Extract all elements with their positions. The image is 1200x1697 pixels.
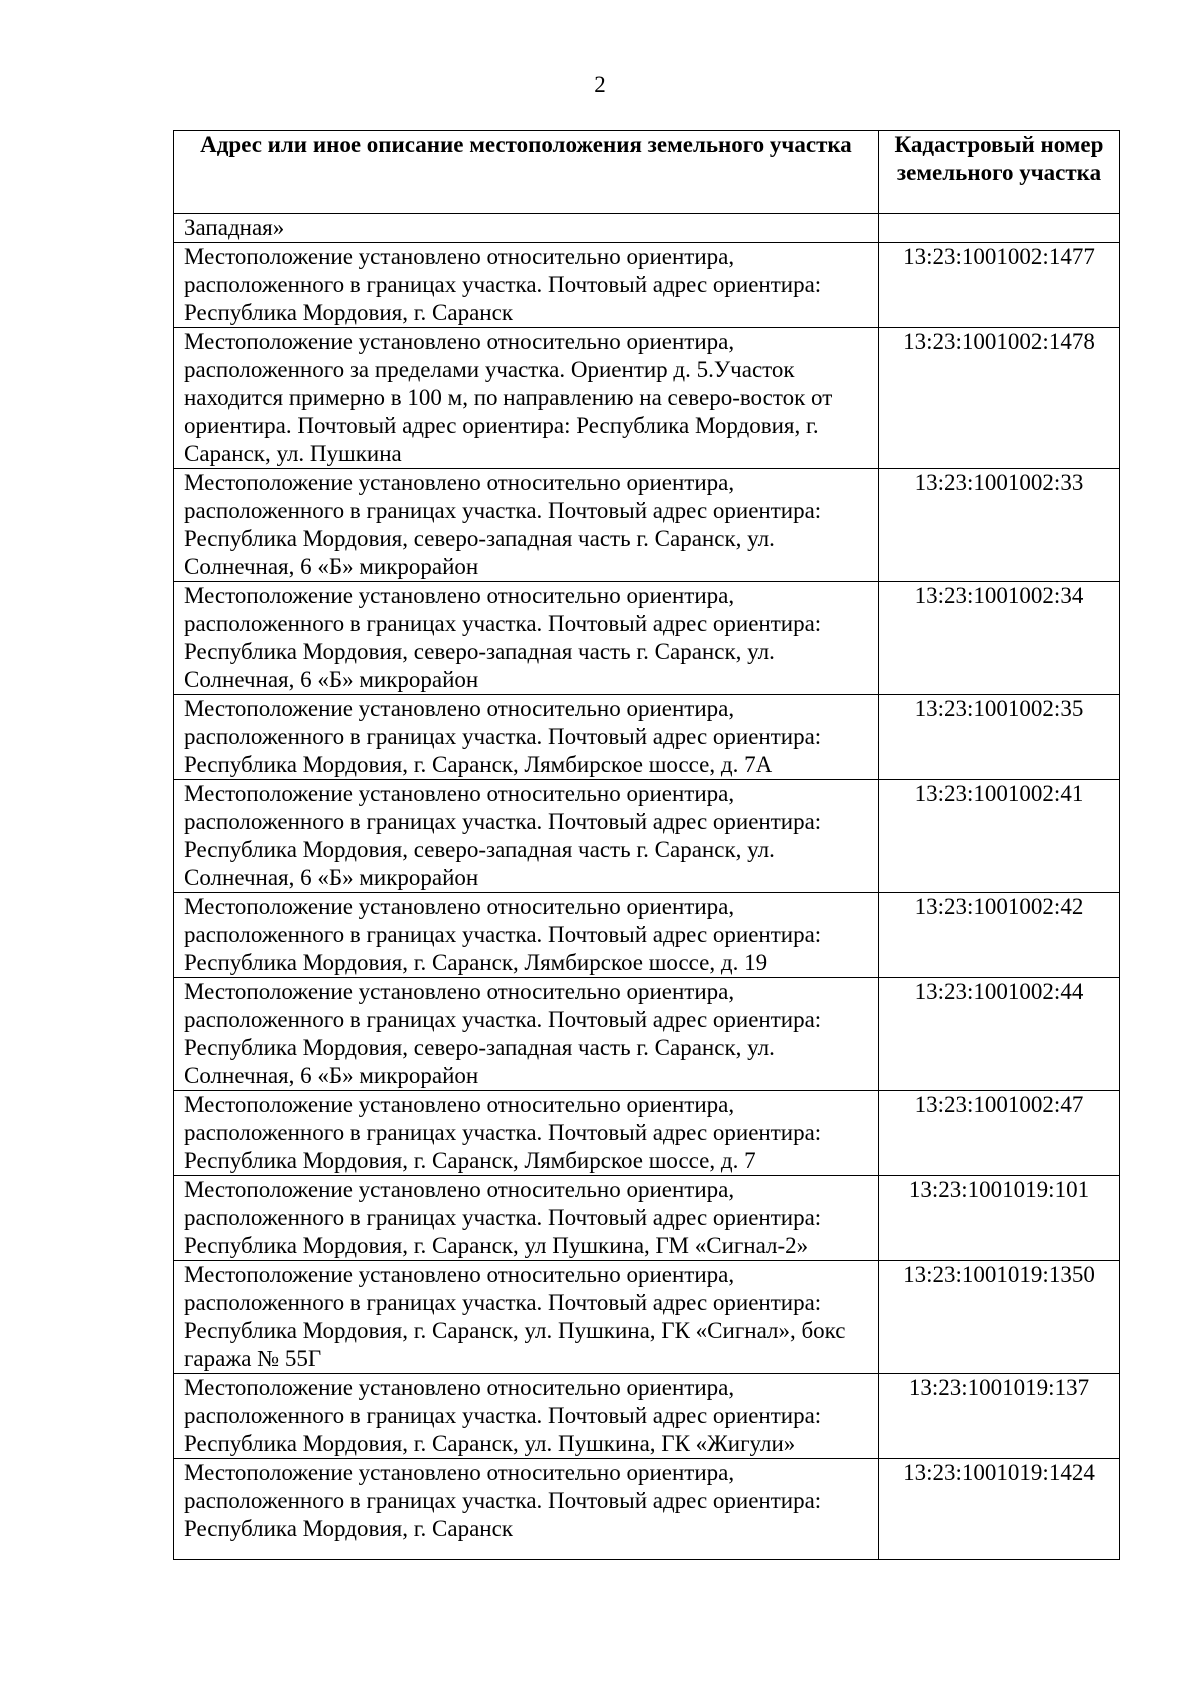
address-cell: Местоположение установлено относительно ориентира, расположенного в границах участка. Почтовый адрес ориентира: Республика Мордовия, г. Саранск bbox=[174, 243, 879, 328]
address-cell: Местоположение установлено относительно ориентира, расположенного в границах участка. Почтовый адрес ориентира: Республика Мордовия, г. Саранск, ул Пушкина, ГМ «Сигнал-2» bbox=[174, 1176, 879, 1261]
address-cell: Местоположение установлено относительно ориентира, расположенного в границах участка. Почтовый адрес ориентира: Республика Мордовия, г. Саранск, Лямбирское шоссе, д. 19 bbox=[174, 893, 879, 978]
address-cell: Местоположение установлено относительно ориентира, расположенного в границах участка. Почтовый адрес ориентира: Республика Мордовия, г. Саранск bbox=[174, 1459, 879, 1560]
address-cell: Местоположение установлено относительно ориентира, расположенного в границах участка. Почтовый адрес ориентира: Республика Мордовия, северо-западная часть г. Саранск, ул. Солнечная, 6 «Б» микрорайон bbox=[174, 780, 879, 893]
cadastral-number-cell: 13:23:1001002:33 bbox=[879, 469, 1120, 582]
table-row bbox=[174, 893, 1120, 978]
cadastral-number-cell: 13:23:1001002:1477 bbox=[879, 243, 1120, 328]
address-cell: Местоположение установлено относительно ориентира, расположенного за пределами участка. Ориентир д. 5.Участок находится примерно в 100 м, по направлению на северо-восток от ориентира. Почтовый адрес ориентира: Республика Мордовия, г. Саранск, ул. Пушкина bbox=[174, 328, 879, 469]
table-row bbox=[174, 1459, 1120, 1560]
cadastral-number-cell: 13:23:1001019:101 bbox=[879, 1176, 1120, 1261]
cadastral-number-cell bbox=[879, 214, 1120, 243]
table-row bbox=[174, 695, 1120, 780]
table-row bbox=[174, 1091, 1120, 1176]
table-header-row bbox=[174, 131, 1120, 214]
page-number: 2 bbox=[594, 72, 606, 97]
table-row bbox=[174, 978, 1120, 1091]
table-row bbox=[174, 214, 1120, 243]
table-row bbox=[174, 243, 1120, 328]
table-row bbox=[174, 582, 1120, 695]
address-cell: Местоположение установлено относительно ориентира, расположенного в границах участка. Почтовый адрес ориентира: Республика Мордовия, г. Саранск, ул. Пушкина, ГК «Жигули» bbox=[174, 1374, 879, 1459]
cadastral-number-cell: 13:23:1001002:47 bbox=[879, 1091, 1120, 1176]
cadastral-number-cell: 13:23:1001002:34 bbox=[879, 582, 1120, 695]
cadastral-number-cell: 13:23:1001002:42 bbox=[879, 893, 1120, 978]
cadastral-column-header: Кадастровый номер земельного участка bbox=[879, 131, 1120, 214]
table-row bbox=[174, 780, 1120, 893]
address-cell: Западная» bbox=[174, 214, 879, 243]
address-cell: Местоположение установлено относительно ориентира, расположенного в границах участка. Почтовый адрес ориентира: Республика Мордовия, северо-западная часть г. Саранск, ул. Солнечная, 6 «Б» микрорайон bbox=[174, 469, 879, 582]
address-cell: Местоположение установлено относительно ориентира, расположенного в границах участка. Почтовый адрес ориентира: Республика Мордовия, г. Саранск, ул. Пушкина, ГК «Сигнал», бокс гаража № 55Г bbox=[174, 1261, 879, 1374]
land-plots-table bbox=[173, 130, 1120, 1560]
cadastral-number-cell: 13:23:1001019:1350 bbox=[879, 1261, 1120, 1374]
address-cell: Местоположение установлено относительно ориентира, расположенного в границах участка. Почтовый адрес ориентира: Республика Мордовия, г. Саранск, Лямбирское шоссе, д. 7 bbox=[174, 1091, 879, 1176]
table-row bbox=[174, 1261, 1120, 1374]
cadastral-number-cell: 13:23:1001019:137 bbox=[879, 1374, 1120, 1459]
table-row bbox=[174, 1176, 1120, 1261]
cadastral-number-cell: 13:23:1001002:1478 bbox=[879, 328, 1120, 469]
cadastral-number-cell: 13:23:1001002:41 bbox=[879, 780, 1120, 893]
cadastral-number-cell: 13:23:1001019:1424 bbox=[879, 1459, 1120, 1560]
cadastral-number-cell: 13:23:1001002:44 bbox=[879, 978, 1120, 1091]
address-cell: Местоположение установлено относительно ориентира, расположенного в границах участка. Почтовый адрес ориентира: Республика Мордовия, северо-западная часть г. Саранск, ул. Солнечная, 6 «Б» микрорайон bbox=[174, 582, 879, 695]
table-row bbox=[174, 469, 1120, 582]
cadastral-number-cell: 13:23:1001002:35 bbox=[879, 695, 1120, 780]
address-column-header: Адрес или иное описание местоположения земельного участка bbox=[174, 131, 879, 214]
address-cell: Местоположение установлено относительно ориентира, расположенного в границах участка. Почтовый адрес ориентира: Республика Мордовия, г. Саранск, Лямбирское шоссе, д. 7А bbox=[174, 695, 879, 780]
table-row bbox=[174, 1374, 1120, 1459]
table-row bbox=[174, 328, 1120, 469]
address-cell: Местоположение установлено относительно ориентира, расположенного в границах участка. Почтовый адрес ориентира: Республика Мордовия, северо-западная часть г. Саранск, ул. Солнечная, 6 «Б» микрорайон bbox=[174, 978, 879, 1091]
